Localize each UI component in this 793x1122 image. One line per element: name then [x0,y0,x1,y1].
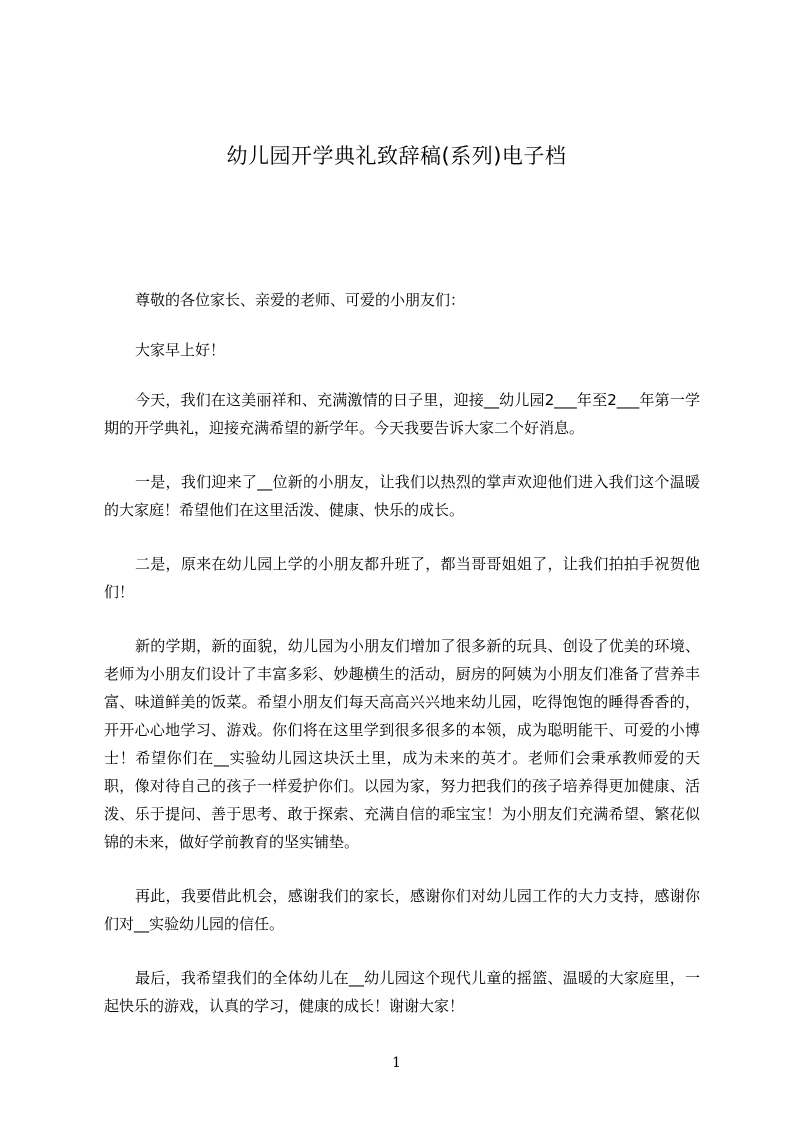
paragraph-good-morning: 大家早上好！ [135,341,226,359]
paragraph-news-two: 二是，原来在幼儿园上学的小朋友都升班了，都当哥哥姐姐了，让我们拍拍手祝贺他们！ [104,555,700,601]
document-title: 幼儿园开学典礼致辞稿(系列)电子档 [226,144,567,168]
paragraph-thanks: 再此，我要借此机会，感谢我们的家长，感谢你们对幼儿园工作的大力支持，感谢你们对__实验幼儿园的信任。 [104,887,700,933]
paragraph-greeting: 尊敬的各位家长、亲爱的老师、可爱的小朋友们： [135,291,466,309]
document-body [104,286,700,1046]
page-number: 1 [392,1055,401,1071]
paragraph-closing: 最后，我希望我们的全体幼儿在__幼儿园这个现代儿童的摇篮、温暖的大家庭里，一起快乐的游戏，认真的学习，健康的成长！谢谢大家！ [104,969,700,1015]
paragraph-new-semester: 新的学期，新的面貌，幼儿园为小朋友们增加了很多新的玩具、创设了优美的环境、老师为小朋友们设计了丰富多彩、妙趣横生的活动，厨房的阿姨为小朋友们准备了营养丰富、味道鲜美的饭菜。希望小朋友们每天高高兴兴地来幼儿园，吃得饱饱的睡得香香的，开开心心地学习、游戏。你们将在这里学到很多很多的本领，成为聪明能干、可爱的小博士！希望你们在__实验幼儿园这块沃土里，成为未来的英才。老师们会秉承教师爱的天职，像对待自己的孩子一样爱护你们。以园为家，努力把我们的孩子培养得更加健康、活泼、乐于提问、善于思考、敢于探索、充满自信的乖宝宝！为小朋友们充满希望、繁花似锦的未来，做好学前教育的坚实铺垫。 [104,637,700,851]
paragraph-news-one: 一是，我们迎来了__位新的小朋友，让我们以热烈的掌声欢迎他们进入我们这个温暖的大家庭！希望他们在这里活泼、健康、快乐的成长。 [104,473,700,519]
paragraph-opening: 今天，我们在这美丽祥和、充满激情的日子里，迎接__幼儿园2___年至2___年第一学期的开学典礼，迎接充满希望的新学年。今天我要告诉大家二个好消息。 [104,391,700,437]
